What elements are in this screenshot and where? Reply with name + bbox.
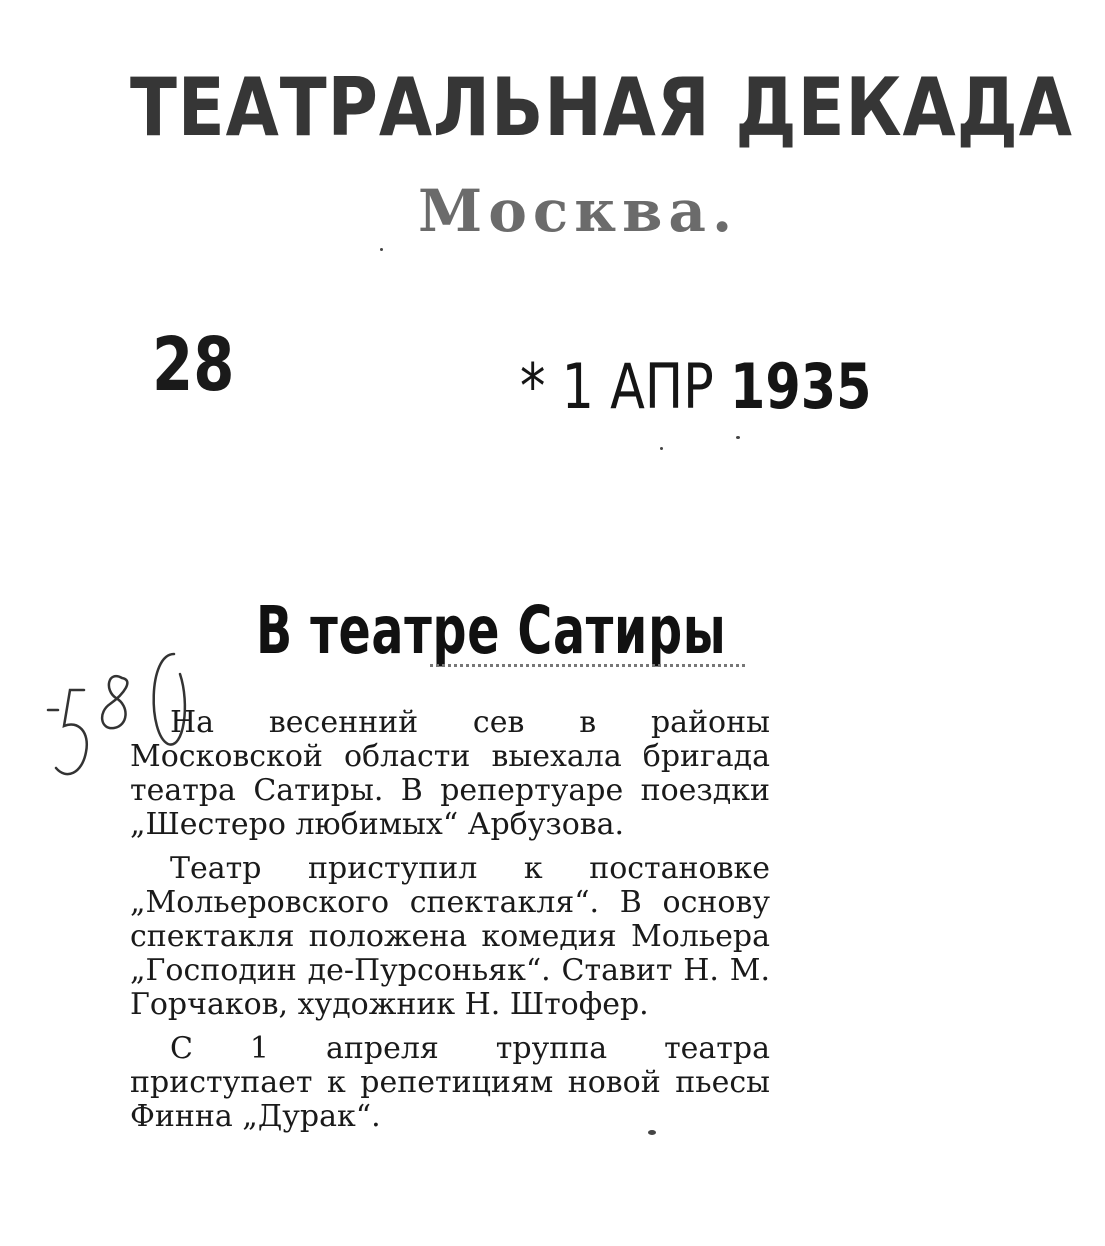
clipping-number: 28 <box>152 322 235 408</box>
print-speck <box>736 436 740 439</box>
article-title: В театре Сатиры <box>256 592 727 669</box>
city-label: Москва. <box>418 177 739 245</box>
date-month: АПР <box>610 350 714 423</box>
print-speck <box>660 447 663 450</box>
article-paragraph: С 1 апреля труппа театра приступает к репетициям новой пьесы Финна „Дурак“. <box>130 1031 770 1134</box>
article-paragraph: На весенний сев в районы Московской области выехала бригада театра Сатиры. В репертуаре поездки „Шестеро любимых“ Арбузова. <box>130 705 770 842</box>
print-speck <box>380 248 383 251</box>
date-marker: * <box>520 350 546 423</box>
date-year: 1935 <box>729 350 872 423</box>
title-divider <box>430 664 745 667</box>
date-day: 1 <box>561 350 594 423</box>
publication-heading: ТЕАТРАЛЬНАЯ ДЕКАДА <box>130 61 1073 154</box>
print-speck <box>648 1130 656 1135</box>
article-body <box>130 706 770 1134</box>
date-stamp <box>520 350 872 423</box>
article-paragraph: Театр приступил к постановке „Мольеровского спектакля“. В основу спектакля положена комедия Мольера „Господин де-Пурсоньяк“. Ставит Н. М. Горчаков, художник Н. Штофер. <box>130 851 770 1022</box>
